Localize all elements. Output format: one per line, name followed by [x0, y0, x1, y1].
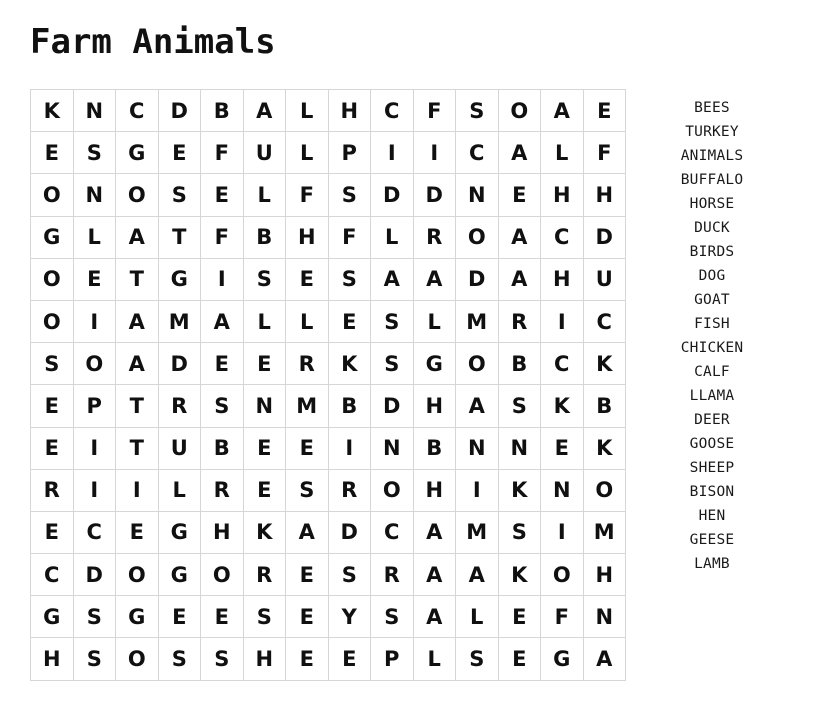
- grid-cell[interactable]: M: [456, 511, 499, 553]
- grid-cell[interactable]: A: [413, 511, 456, 553]
- word-search-grid[interactable]: [30, 89, 626, 681]
- grid-cell[interactable]: C: [456, 132, 499, 174]
- grid-cell[interactable]: S: [201, 385, 244, 427]
- word-list-item[interactable]: SHEEP: [689, 460, 735, 476]
- grid-cell[interactable]: T: [116, 385, 159, 427]
- grid-cell[interactable]: R: [371, 554, 414, 596]
- grid-cell[interactable]: M: [286, 385, 329, 427]
- grid-cell[interactable]: A: [456, 554, 499, 596]
- word-list-item[interactable]: DOG: [698, 268, 726, 284]
- grid-cell[interactable]: O: [73, 343, 116, 385]
- grid-cell[interactable]: D: [583, 216, 626, 258]
- grid-cell[interactable]: I: [541, 511, 584, 553]
- grid-cell[interactable]: E: [31, 132, 74, 174]
- grid-cell[interactable]: P: [73, 385, 116, 427]
- grid-cell[interactable]: A: [201, 300, 244, 342]
- grid-cell[interactable]: R: [158, 385, 201, 427]
- grid-row: [31, 554, 626, 596]
- grid-cell[interactable]: E: [286, 596, 329, 638]
- grid-cell[interactable]: U: [583, 258, 626, 300]
- grid-cell[interactable]: E: [286, 258, 329, 300]
- grid-cell[interactable]: E: [201, 343, 244, 385]
- grid-cell[interactable]: N: [456, 427, 499, 469]
- grid-cell[interactable]: E: [243, 427, 286, 469]
- grid-cell[interactable]: E: [328, 300, 371, 342]
- word-list-item[interactable]: CALF: [694, 364, 730, 380]
- grid-cell[interactable]: N: [456, 174, 499, 216]
- grid-cell[interactable]: H: [413, 469, 456, 511]
- grid-cell[interactable]: A: [583, 638, 626, 680]
- grid-cell[interactable]: S: [371, 300, 414, 342]
- grid-cell[interactable]: B: [243, 216, 286, 258]
- grid-cell[interactable]: I: [456, 469, 499, 511]
- grid-row: [31, 596, 626, 638]
- grid-cell[interactable]: C: [73, 511, 116, 553]
- grid-cell[interactable]: L: [541, 132, 584, 174]
- word-list-item[interactable]: FISH: [694, 316, 730, 332]
- grid-cell[interactable]: K: [243, 511, 286, 553]
- grid-cell[interactable]: F: [201, 216, 244, 258]
- grid-cell[interactable]: R: [243, 554, 286, 596]
- grid-cell[interactable]: A: [116, 343, 159, 385]
- grid-cell[interactable]: G: [158, 554, 201, 596]
- grid-cell[interactable]: G: [116, 596, 159, 638]
- grid-cell[interactable]: D: [328, 511, 371, 553]
- grid-cell[interactable]: E: [286, 638, 329, 680]
- grid-row: [31, 638, 626, 680]
- grid-cell[interactable]: S: [328, 174, 371, 216]
- grid-cell[interactable]: E: [201, 174, 244, 216]
- grid-cell[interactable]: S: [328, 258, 371, 300]
- grid-cell[interactable]: D: [371, 174, 414, 216]
- grid-cell[interactable]: A: [243, 90, 286, 132]
- grid-cell[interactable]: I: [73, 427, 116, 469]
- grid-cell[interactable]: R: [201, 469, 244, 511]
- grid-cell[interactable]: E: [243, 343, 286, 385]
- grid-cell[interactable]: D: [456, 258, 499, 300]
- grid-cell[interactable]: H: [413, 385, 456, 427]
- grid-cell[interactable]: S: [456, 638, 499, 680]
- grid-cell[interactable]: U: [243, 132, 286, 174]
- grid-cell[interactable]: R: [413, 216, 456, 258]
- word-list-item[interactable]: GEESE: [689, 532, 735, 548]
- grid-cell[interactable]: I: [201, 258, 244, 300]
- grid-cell[interactable]: T: [158, 216, 201, 258]
- grid-cell[interactable]: O: [31, 300, 74, 342]
- grid-row: [31, 469, 626, 511]
- grid-cell[interactable]: A: [498, 258, 541, 300]
- grid-cell[interactable]: S: [31, 343, 74, 385]
- grid-cell[interactable]: E: [116, 511, 159, 553]
- grid-cell[interactable]: S: [328, 554, 371, 596]
- grid-cell[interactable]: O: [31, 258, 74, 300]
- grid-cell[interactable]: B: [328, 385, 371, 427]
- grid-cell[interactable]: I: [413, 132, 456, 174]
- grid-cell[interactable]: K: [583, 427, 626, 469]
- grid-cell[interactable]: A: [371, 258, 414, 300]
- grid-cell[interactable]: E: [498, 174, 541, 216]
- grid-cell[interactable]: S: [371, 596, 414, 638]
- word-list-item[interactable]: BIRDS: [689, 244, 735, 260]
- grid-cell[interactable]: B: [413, 427, 456, 469]
- grid-cell[interactable]: E: [328, 638, 371, 680]
- grid-cell[interactable]: T: [116, 427, 159, 469]
- grid-cell[interactable]: A: [413, 596, 456, 638]
- grid-cell[interactable]: H: [31, 638, 74, 680]
- grid-cell[interactable]: H: [583, 554, 626, 596]
- grid-cell[interactable]: O: [116, 554, 159, 596]
- grid-cell[interactable]: H: [286, 216, 329, 258]
- grid-cell[interactable]: O: [31, 174, 74, 216]
- grid-cell[interactable]: E: [498, 596, 541, 638]
- word-list-item[interactable]: BISON: [689, 484, 735, 500]
- grid-cell[interactable]: L: [413, 300, 456, 342]
- grid-cell[interactable]: B: [498, 343, 541, 385]
- grid-cell[interactable]: K: [583, 343, 626, 385]
- grid-body: [31, 90, 626, 681]
- grid-row: [31, 385, 626, 427]
- grid-cell[interactable]: A: [116, 216, 159, 258]
- grid-cell[interactable]: I: [73, 469, 116, 511]
- word-list-item[interactable]: CHICKEN: [680, 340, 744, 356]
- page-title: Farm Animals: [30, 22, 276, 62]
- grid-row: [31, 132, 626, 174]
- grid-cell[interactable]: N: [73, 174, 116, 216]
- grid-cell[interactable]: D: [371, 385, 414, 427]
- grid-cell[interactable]: O: [456, 343, 499, 385]
- grid-cell[interactable]: E: [158, 132, 201, 174]
- word-list-item[interactable]: DUCK: [694, 220, 730, 236]
- grid-cell[interactable]: E: [73, 258, 116, 300]
- grid-cell[interactable]: O: [371, 469, 414, 511]
- grid-cell[interactable]: F: [541, 596, 584, 638]
- grid-cell[interactable]: R: [31, 469, 74, 511]
- grid-cell[interactable]: F: [328, 216, 371, 258]
- grid-cell[interactable]: G: [158, 511, 201, 553]
- word-list-item[interactable]: HEN: [698, 508, 726, 524]
- grid-cell[interactable]: A: [286, 511, 329, 553]
- grid-row: [31, 216, 626, 258]
- grid-cell[interactable]: O: [456, 216, 499, 258]
- word-list-item[interactable]: TURKEY: [685, 124, 739, 140]
- grid-cell[interactable]: L: [73, 216, 116, 258]
- grid-cell[interactable]: S: [456, 90, 499, 132]
- grid-cell[interactable]: A: [413, 258, 456, 300]
- grid-cell[interactable]: S: [201, 638, 244, 680]
- grid-row: [31, 343, 626, 385]
- grid-cell[interactable]: S: [498, 385, 541, 427]
- grid-cell[interactable]: I: [328, 427, 371, 469]
- grid-cell[interactable]: F: [583, 132, 626, 174]
- grid-cell[interactable]: G: [116, 132, 159, 174]
- grid-cell[interactable]: P: [371, 638, 414, 680]
- word-list-item[interactable]: GOAT: [694, 292, 730, 308]
- grid-cell[interactable]: A: [456, 385, 499, 427]
- grid-row: [31, 511, 626, 553]
- grid-cell[interactable]: E: [201, 596, 244, 638]
- grid-cell[interactable]: D: [158, 343, 201, 385]
- grid-cell[interactable]: F: [201, 132, 244, 174]
- grid-cell[interactable]: Y: [328, 596, 371, 638]
- grid-cell[interactable]: H: [328, 90, 371, 132]
- word-list-item[interactable]: ANIMALS: [680, 148, 744, 164]
- grid-cell[interactable]: G: [541, 638, 584, 680]
- grid-cell[interactable]: N: [73, 90, 116, 132]
- grid-cell[interactable]: S: [243, 258, 286, 300]
- grid-cell[interactable]: N: [243, 385, 286, 427]
- grid-cell[interactable]: E: [31, 385, 74, 427]
- grid-cell[interactable]: A: [498, 216, 541, 258]
- grid-cell[interactable]: K: [31, 90, 74, 132]
- grid-cell[interactable]: I: [73, 300, 116, 342]
- grid-cell[interactable]: C: [583, 300, 626, 342]
- grid-cell[interactable]: B: [201, 427, 244, 469]
- grid-row: [31, 300, 626, 342]
- grid-cell[interactable]: L: [286, 90, 329, 132]
- grid-cell[interactable]: O: [498, 90, 541, 132]
- grid-cell[interactable]: H: [583, 174, 626, 216]
- grid-cell[interactable]: G: [31, 216, 74, 258]
- grid-cell[interactable]: I: [116, 469, 159, 511]
- grid-cell[interactable]: E: [286, 554, 329, 596]
- grid-cell[interactable]: G: [158, 258, 201, 300]
- grid-cell[interactable]: K: [498, 554, 541, 596]
- grid-cell[interactable]: S: [158, 174, 201, 216]
- word-list-item[interactable]: BUFFALO: [680, 172, 744, 188]
- grid-cell[interactable]: R: [498, 300, 541, 342]
- grid-cell[interactable]: E: [31, 427, 74, 469]
- grid-cell[interactable]: A: [541, 90, 584, 132]
- word-list-item[interactable]: GOOSE: [689, 436, 735, 452]
- grid-cell[interactable]: L: [371, 216, 414, 258]
- grid-cell[interactable]: M: [158, 300, 201, 342]
- grid-cell[interactable]: L: [286, 132, 329, 174]
- grid-cell[interactable]: O: [116, 174, 159, 216]
- grid-cell[interactable]: C: [541, 216, 584, 258]
- grid-cell[interactable]: C: [541, 343, 584, 385]
- grid-cell[interactable]: D: [73, 554, 116, 596]
- grid-cell[interactable]: K: [328, 343, 371, 385]
- grid-cell[interactable]: O: [583, 469, 626, 511]
- grid-cell[interactable]: L: [286, 300, 329, 342]
- grid-cell[interactable]: H: [541, 174, 584, 216]
- grid-cell[interactable]: L: [456, 596, 499, 638]
- grid-cell[interactable]: G: [31, 596, 74, 638]
- grid-cell[interactable]: D: [413, 174, 456, 216]
- grid-cell[interactable]: E: [31, 511, 74, 553]
- grid-cell[interactable]: U: [158, 427, 201, 469]
- grid-cell[interactable]: K: [498, 469, 541, 511]
- grid-cell[interactable]: R: [286, 343, 329, 385]
- grid-cell[interactable]: N: [583, 596, 626, 638]
- grid-cell[interactable]: N: [371, 427, 414, 469]
- grid-row: [31, 90, 626, 132]
- grid-cell[interactable]: S: [73, 596, 116, 638]
- grid-cell[interactable]: A: [116, 300, 159, 342]
- grid-cell[interactable]: M: [456, 300, 499, 342]
- grid-cell[interactable]: B: [201, 90, 244, 132]
- grid-cell[interactable]: A: [498, 132, 541, 174]
- grid-cell[interactable]: C: [371, 511, 414, 553]
- grid-cell[interactable]: A: [413, 554, 456, 596]
- grid-cell[interactable]: O: [541, 554, 584, 596]
- grid-cell[interactable]: E: [243, 469, 286, 511]
- grid-cell[interactable]: E: [498, 638, 541, 680]
- grid-cell[interactable]: S: [73, 132, 116, 174]
- grid-cell[interactable]: M: [583, 511, 626, 553]
- word-list-item[interactable]: BEES: [694, 100, 730, 116]
- word-list-item[interactable]: HORSE: [689, 196, 735, 212]
- grid-cell[interactable]: R: [328, 469, 371, 511]
- grid-cell[interactable]: D: [158, 90, 201, 132]
- grid-cell[interactable]: E: [158, 596, 201, 638]
- grid-cell[interactable]: E: [286, 427, 329, 469]
- grid-row: [31, 174, 626, 216]
- grid-cell[interactable]: E: [541, 427, 584, 469]
- word-list: [648, 96, 776, 576]
- grid-cell[interactable]: H: [541, 258, 584, 300]
- grid-cell[interactable]: K: [541, 385, 584, 427]
- grid-cell[interactable]: L: [158, 469, 201, 511]
- word-list-item[interactable]: LAMB: [694, 556, 730, 572]
- word-list-item[interactable]: LLAMA: [689, 388, 735, 404]
- grid-cell[interactable]: N: [498, 427, 541, 469]
- grid-cell[interactable]: S: [371, 343, 414, 385]
- grid-cell[interactable]: I: [541, 300, 584, 342]
- grid-cell[interactable]: F: [413, 90, 456, 132]
- grid-cell[interactable]: H: [201, 511, 244, 553]
- grid-cell[interactable]: S: [243, 596, 286, 638]
- grid-cell[interactable]: H: [243, 638, 286, 680]
- grid-cell[interactable]: B: [583, 385, 626, 427]
- grid-cell[interactable]: S: [158, 638, 201, 680]
- grid-cell[interactable]: T: [116, 258, 159, 300]
- grid-cell[interactable]: G: [413, 343, 456, 385]
- grid-cell[interactable]: E: [583, 90, 626, 132]
- grid-cell[interactable]: S: [498, 511, 541, 553]
- grid-row: [31, 258, 626, 300]
- grid-cell[interactable]: L: [243, 174, 286, 216]
- grid-cell[interactable]: N: [541, 469, 584, 511]
- grid-cell[interactable]: S: [73, 638, 116, 680]
- grid-cell[interactable]: O: [116, 638, 159, 680]
- grid-cell[interactable]: C: [116, 90, 159, 132]
- word-list-item[interactable]: DEER: [694, 412, 730, 428]
- grid-cell[interactable]: I: [371, 132, 414, 174]
- grid-row: [31, 427, 626, 469]
- grid-cell[interactable]: P: [328, 132, 371, 174]
- grid-cell[interactable]: S: [286, 469, 329, 511]
- grid-cell[interactable]: C: [371, 90, 414, 132]
- grid-cell[interactable]: F: [286, 174, 329, 216]
- grid-cell[interactable]: C: [31, 554, 74, 596]
- grid-cell[interactable]: O: [201, 554, 244, 596]
- grid-cell[interactable]: L: [413, 638, 456, 680]
- grid-cell[interactable]: L: [243, 300, 286, 342]
